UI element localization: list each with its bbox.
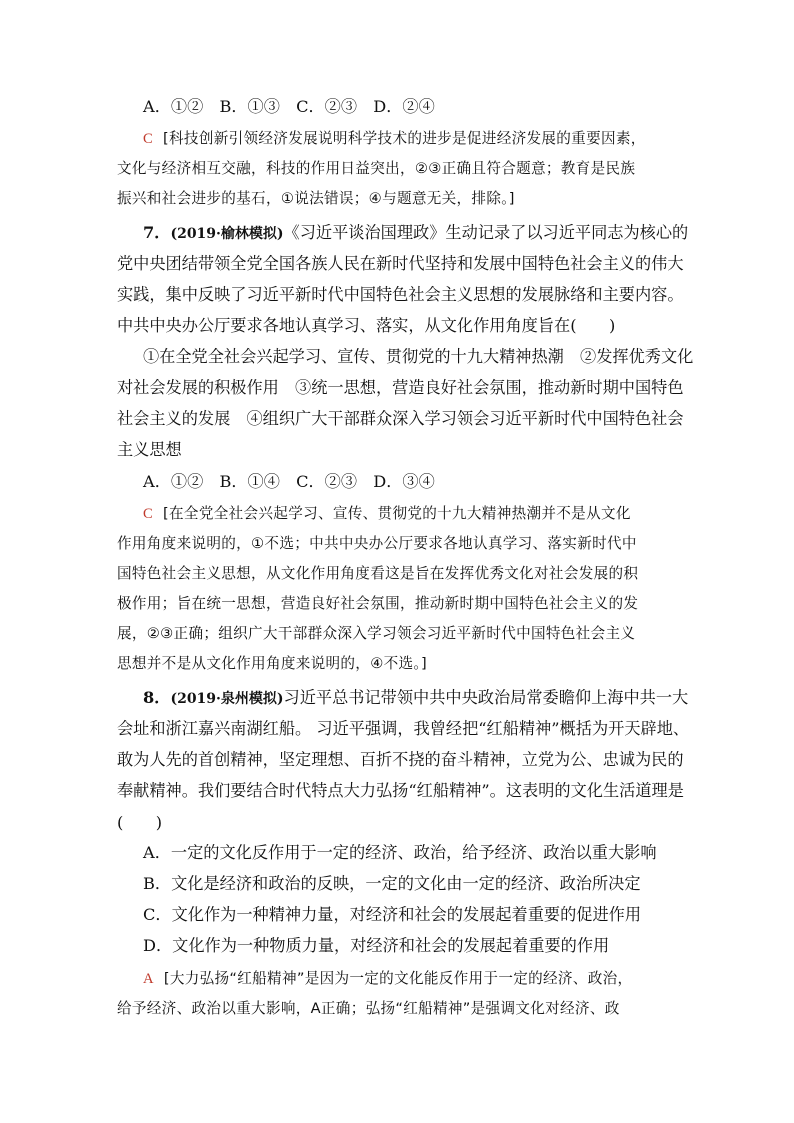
q8-source: (2019·泉州模拟) [170,691,284,707]
q7-number: 7． [143,223,171,242]
q6-options: A．①② B．①③ C．②③ D．②④ [143,97,435,116]
q7-answer-line-4: 极作用；旨在统一思想，营造良好社会氛围，推动新时期中国特色社会主义的发 [117,595,639,612]
q7-answer-key: C [143,506,154,522]
q8-option-d: D．文化作为一种物质力量，对经济和社会的发展起着重要的作用 [143,936,610,955]
q6-answer-line-3: 振兴和社会进步的基石，①说法错误；④与题意无关，排除。] [117,190,515,207]
q8-stem-line-4: 奉献精神。我们要结合时代特点大力弘扬“红船精神”。这表明的文化生活道理是 [117,781,684,800]
q8-option-a: A．一定的文化反作用于一定的经济、政治，给予经济、政治以重大影响 [143,843,657,862]
q7-answer-line-2: 作用角度来说明的，①不选；中共中央办公厅要求各地认真学习、落实新时代中 [117,535,637,552]
q8-option-b: B．文化是经济和政治的反映，一定的文化由一定的经济、政治所决定 [143,874,641,893]
q8-stem-line-1: 8．(2019·泉州模拟)习近平总书记带领中共中央政治局常委瞻仰上海中共一大 [143,688,689,707]
q7-options: A．①② B．①④ C．②③ D．③④ [143,472,435,491]
q8-answer-line-1: A [大力弘扬“红船精神”是因为一定的文化能反作用于一定的经济、政治， [143,970,633,987]
q7-stem-line-3: 实践，集中反映了习近平新时代中国特色社会主义思想的发展脉络和主要内容。 [117,285,684,304]
q8-number: 8． [143,688,171,707]
q8-stem-line-3: 敢为人先的首创精神，坚定理想、百折不挠的奋斗精神，立党为公、忠诚为民的 [117,750,684,769]
q7-choice-line-3: 社会主义的发展 ④组织广大干部群众深入学习领会习近平新时代中国特色社会 [117,409,684,428]
q6-answer-line-1: C [科技创新引领经济发展说明科学技术的进步是促进经济发展的重要因素， [143,130,646,147]
q8-answer-key: A [143,971,154,987]
q6-answer-key: C [143,131,154,147]
q7-choice-line-1: ①在全党全社会兴起学习、宣传、贯彻党的十九大精神热潮 ②发挥优秀文化 [143,347,694,366]
q7-stem-line-4: 中共中央办公厅要求各地认真学习、落实，从文化作用角度旨在( ) [117,316,616,335]
q7-source: (2019·榆林模拟) [170,226,284,242]
q8-stem-line-5: ( ) [117,813,163,832]
q7-stem-line-2: 党中央团结带领全党全国各族人民在新时代坚持和发展中国特色社会主义的伟大 [117,254,684,273]
q7-answer-line-1: C [在全党全社会兴起学习、宣传、贯彻党的十九大精神热潮并不是从文化 [143,505,631,522]
q7-answer-line-5: 展，②③正确；组织广大干部群众深入学习领会习近平新时代中国特色社会主义 [117,625,636,642]
q7-choice-line-2: 对社会发展的积极作用 ③统一思想，营造良好社会氛围，推动新时期中国特色 [117,378,684,397]
q7-stem-line-1: 7．(2019·榆林模拟)《习近平谈治国理政》生动记录了以习近平同志为核心的 [143,223,689,242]
q6-answer-line-2: 文化与经济相互交融，科技的作用日益突出，②③正确且符合题意；教育是民族 [117,160,636,177]
q7-answer-line-6: 思想并不是从文化作用角度来说明的，④不选。] [117,655,427,672]
q7-choice-line-4: 主义思想 [117,440,182,459]
q7-answer-line-3: 国特色社会主义思想，从文化作用角度看这是旨在发挥优秀文化对社会发展的积 [117,565,639,582]
q8-option-c: C．文化作为一种精神力量，对经济和社会的发展起着重要的促进作用 [143,905,642,924]
q8-answer-line-2: 给予经济、政治以重大影响，A正确；弘扬“红船精神”是强调文化对经济、政 [117,1000,620,1017]
q8-stem-line-2: 会址和浙江嘉兴南湖红船。 习近平强调，我曾经把“红船精神”概括为开天辟地、 [117,719,690,738]
